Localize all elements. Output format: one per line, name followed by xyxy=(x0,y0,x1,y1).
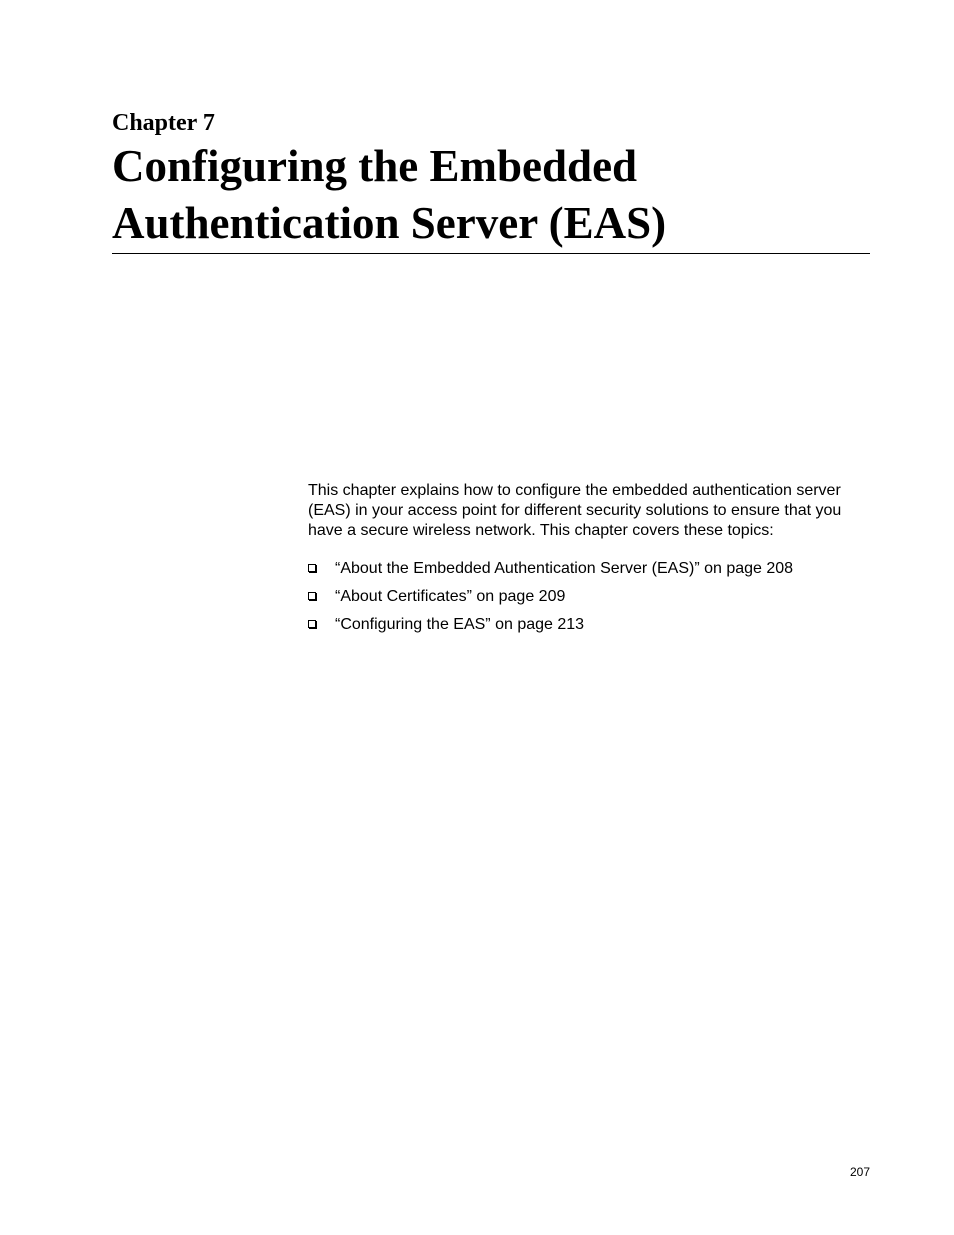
checkbox-icon xyxy=(308,564,316,572)
topic-item-eas-about xyxy=(308,559,874,579)
topic-item-configuring-eas xyxy=(308,615,874,635)
topic-link-about-certificates[interactable]: “About Certificates” on page 209 xyxy=(335,588,566,605)
topic-item-certificates xyxy=(308,587,874,607)
chapter-title: Configuring the Embedded Authentication Server (EAS) xyxy=(112,141,667,248)
topic-link-about-eas[interactable]: “About the Embedded Authentication Server (EAS)” on page 208 xyxy=(335,560,794,577)
topic-link-configuring-eas[interactable]: “Configuring the EAS” on page 213 xyxy=(335,616,585,633)
chapter-label: Chapter 7 xyxy=(112,110,215,136)
checkbox-icon xyxy=(308,620,316,628)
intro-paragraph: This chapter explains how to configure the embedded authentication server (EAS) in your access point for different security solutions to ensure that you have a secure wireless network. This chapter covers these topics: xyxy=(308,482,842,539)
title-divider xyxy=(112,253,870,254)
checkbox-icon xyxy=(308,592,316,600)
topic-list xyxy=(308,559,874,643)
page-number: 207 xyxy=(849,1165,870,1179)
